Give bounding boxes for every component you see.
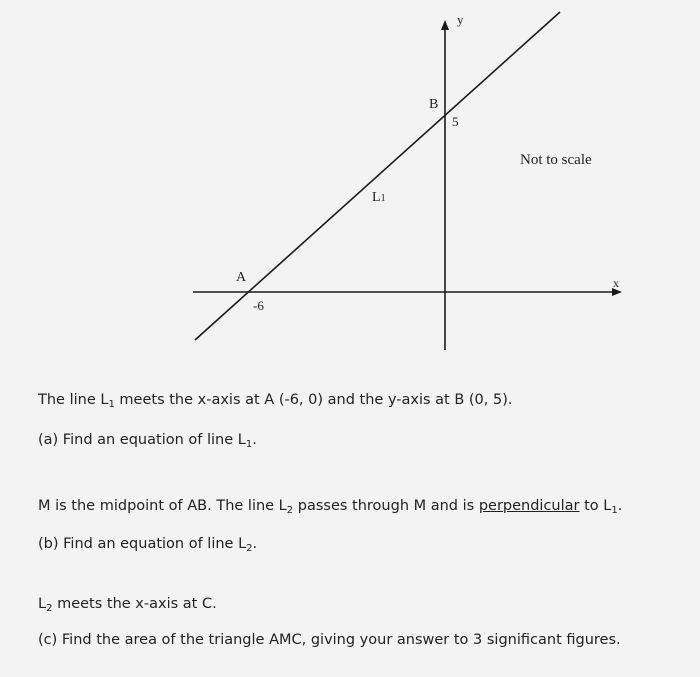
- y-axis-label: y: [457, 12, 464, 27]
- l2-meets-statement: $L_2$ meets the x-axis at C.: [38, 596, 217, 614]
- problem-intro: The line $L_1$ meets the x-axis at A (-6, 0) and the y-axis at B (0, 5).: [38, 392, 513, 410]
- a-intercept-value: -6: [253, 298, 264, 313]
- point-a-label: A: [236, 270, 247, 285]
- b-intercept-value: 5: [452, 114, 459, 129]
- question-c: (c) Find the area of the triangle AMC, giving your answer to 3 significant figures.: [38, 632, 621, 648]
- line-l1-label: L1: [372, 190, 386, 205]
- point-b-label: B: [429, 97, 439, 112]
- x-axis-label: x: [613, 276, 619, 290]
- line-l1: [195, 12, 560, 340]
- question-b: (b) Find an equation of line $L_2$.: [38, 536, 258, 554]
- y-axis-arrow-icon: [441, 20, 449, 30]
- question-a: (a) Find an equation of line $L_1$.: [38, 432, 257, 450]
- midpoint-statement: M is the midpoint of AB. The line $L_2$ passes through M and is perpendicular to $L_1$.: [38, 498, 623, 516]
- not-to-scale-note: Not to scale: [520, 152, 592, 168]
